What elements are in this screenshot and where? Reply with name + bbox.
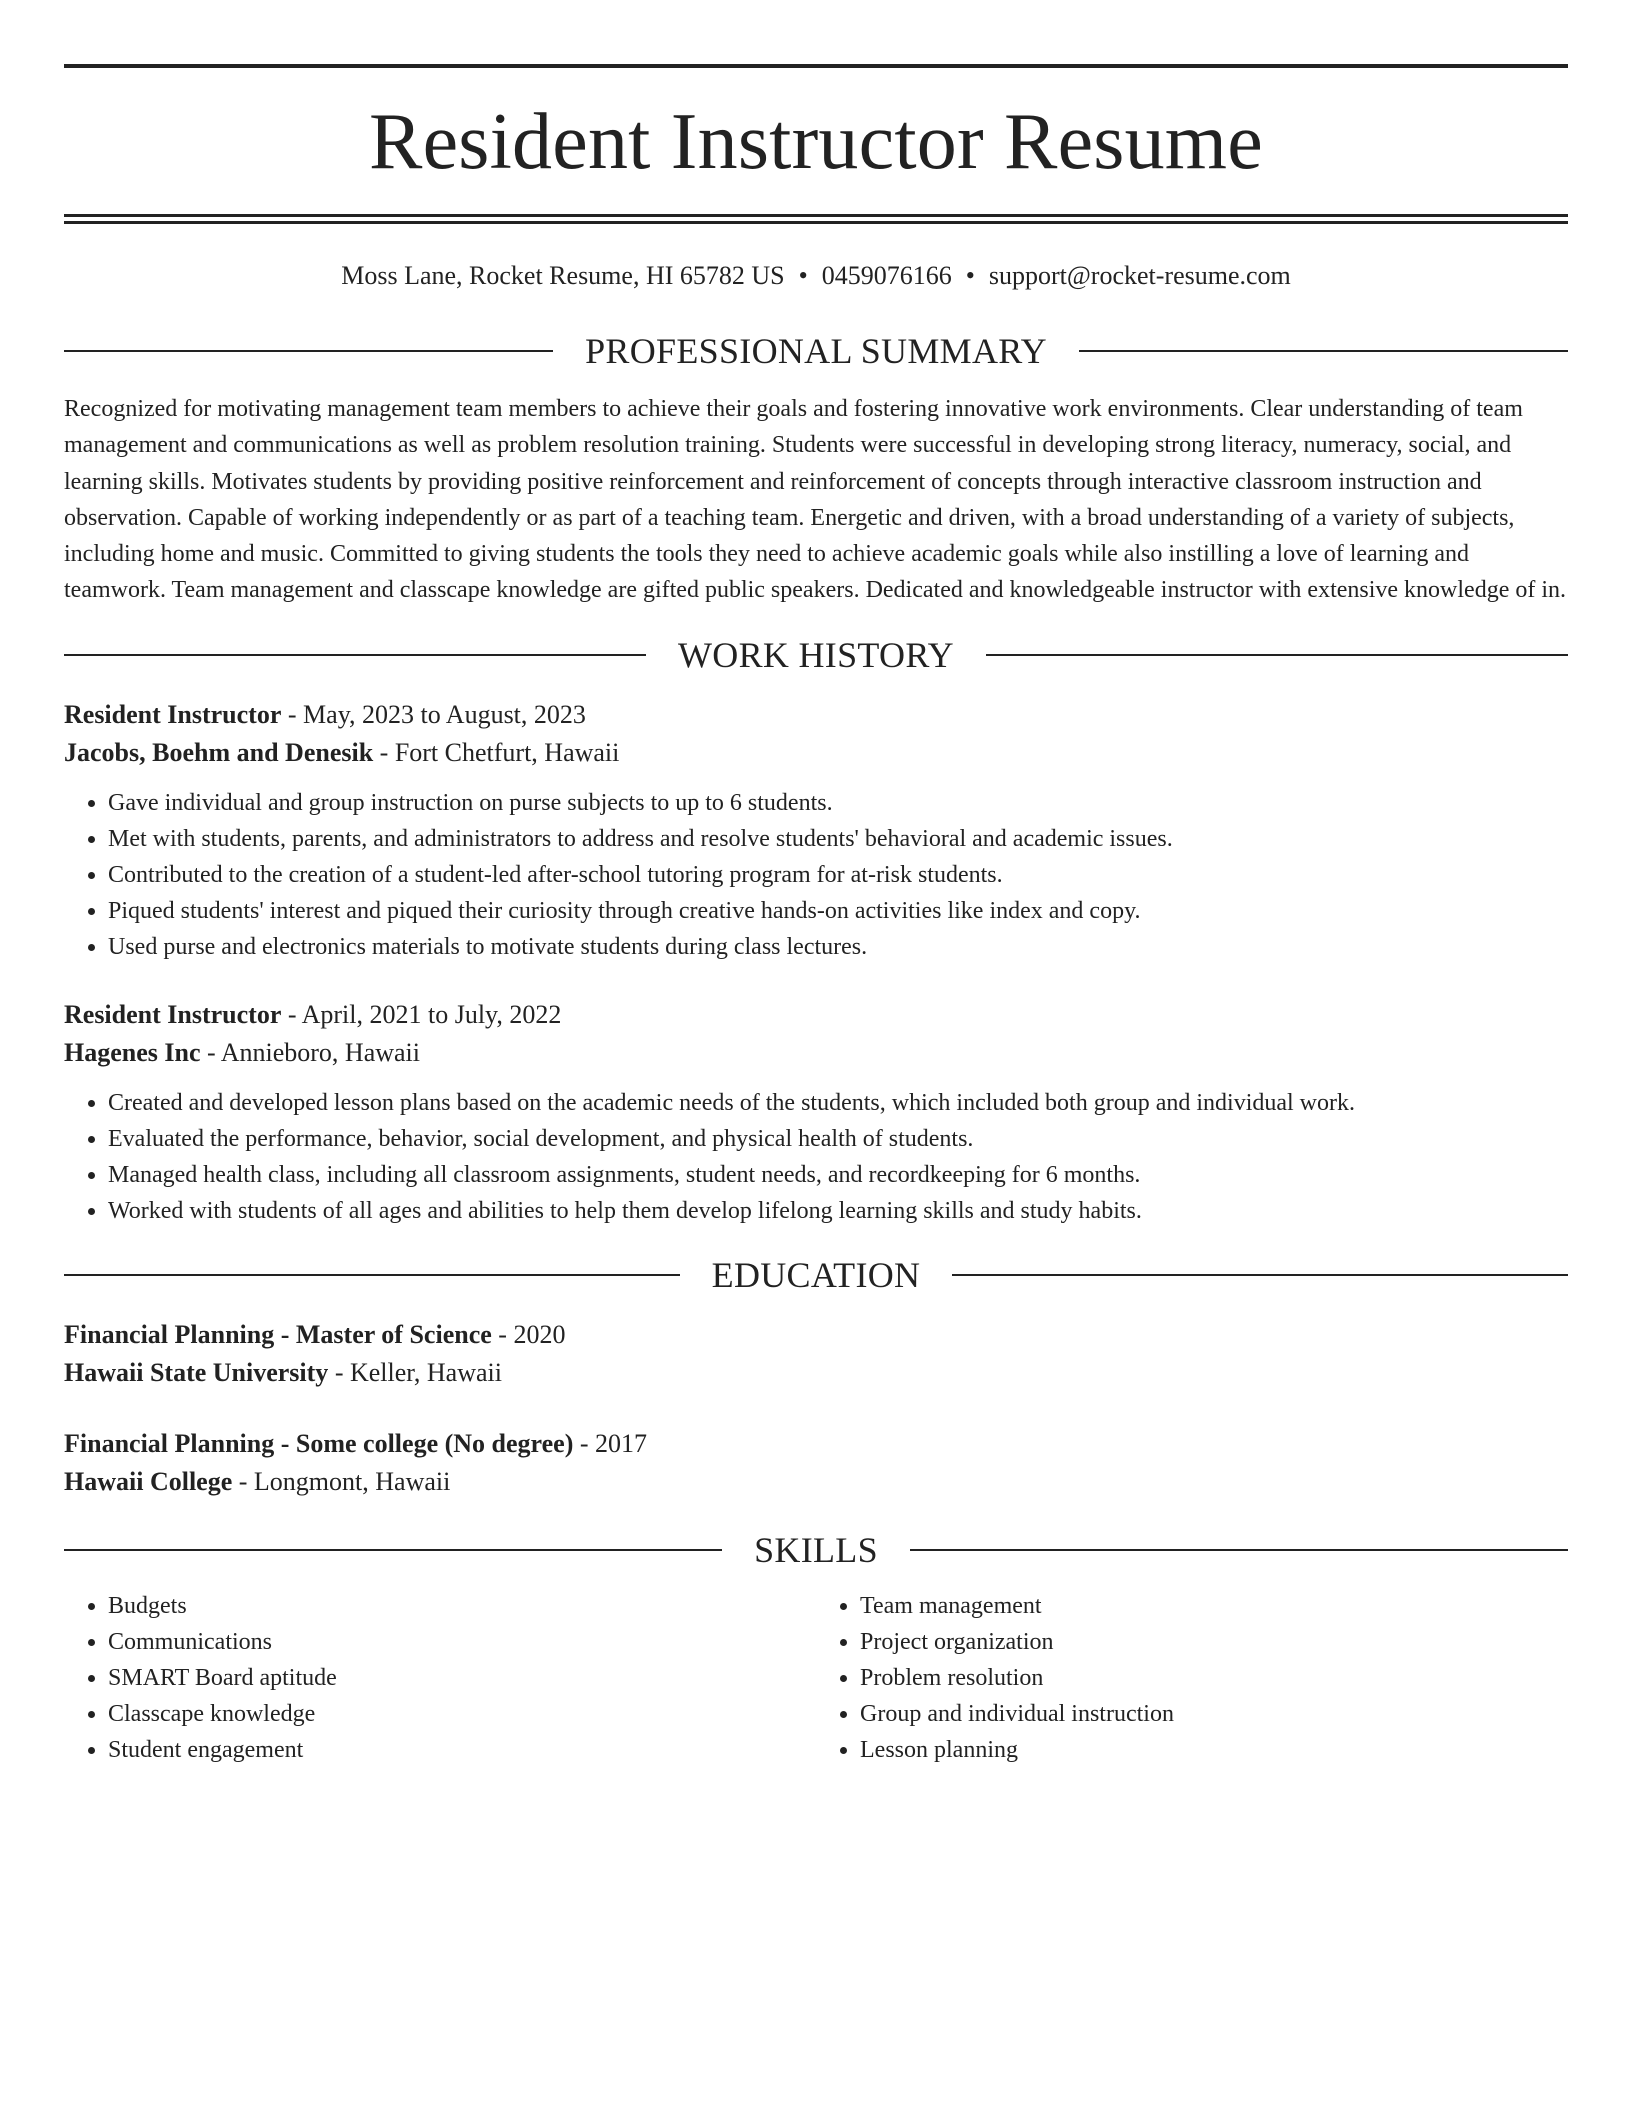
heading-rule-left	[64, 654, 646, 656]
education-degree: Financial Planning - Master of Science	[64, 1319, 492, 1349]
skills-list-left	[64, 1588, 816, 1768]
job-bullet: • Met with students, parents, and administrators to address and resolve students' behavioral and academic issues.	[108, 821, 1568, 857]
contact-phone: 0459076166	[821, 261, 952, 290]
education-heading-label: EDUCATION	[711, 1254, 921, 1295]
contact-email: support@rocket-resume.com	[988, 261, 1291, 290]
education-entry	[64, 1316, 1568, 1392]
contact-separator: •	[798, 261, 808, 290]
skill-item: • Group and individual instruction	[860, 1696, 1568, 1732]
skill-item: • SMART Board aptitude	[108, 1660, 816, 1696]
education-location: - Keller, Hawaii	[328, 1357, 502, 1387]
work-history-heading	[64, 634, 1568, 675]
job-bullet: • Evaluated the performance, behavior, social development, and physical health of students.	[108, 1121, 1568, 1157]
job-entry	[64, 696, 1568, 965]
job-dates: - April, 2021 to July, 2022	[281, 999, 562, 1029]
job-company: Hagenes Inc	[64, 1037, 201, 1067]
education-heading	[64, 1254, 1568, 1295]
education-school: Hawaii State University	[64, 1357, 329, 1387]
heading-rule-right	[986, 654, 1568, 656]
job-location: - Fort Chetfurt, Hawaii	[373, 737, 620, 767]
education-year: - 2020	[491, 1319, 566, 1349]
contact-address: Moss Lane, Rocket Resume, HI 65782 US	[341, 261, 785, 290]
skills-heading	[64, 1529, 1568, 1570]
skill-item: • Lesson planning	[860, 1732, 1568, 1768]
heading-rule-left	[64, 1274, 680, 1276]
contact-line	[64, 263, 1568, 289]
education-degree-line	[64, 1316, 1568, 1354]
skills-columns	[64, 1588, 1568, 1768]
education-location: - Longmont, Hawaii	[232, 1466, 451, 1496]
job-title-line	[64, 696, 1568, 734]
job-bullet: • Used purse and electronics materials to motivate students during class lectures.	[108, 929, 1568, 965]
education-entry	[64, 1425, 1568, 1501]
job-company: Jacobs, Boehm and Denesik	[64, 737, 374, 767]
summary-heading	[64, 333, 1568, 369]
job-bullet: • Gave individual and group instruction on purse subjects to up to 6 students.	[108, 785, 1568, 821]
job-company-line	[64, 1034, 1568, 1072]
job-entry	[64, 996, 1568, 1229]
job-bullet: • Worked with students of all ages and abilities to help them develop lifelong learning skills and study habits.	[108, 1193, 1568, 1229]
education-degree: Financial Planning - Some college (No degree)	[64, 1428, 574, 1458]
job-bullet: • Created and developed lesson plans based on the academic needs of the students, which included both group and individual work.	[108, 1085, 1568, 1121]
skill-item: • Budgets	[108, 1588, 816, 1624]
skill-item: • Communications	[108, 1624, 816, 1660]
job-bullet: • Managed health class, including all classroom assignments, student needs, and recordkeeping for 6 months.	[108, 1157, 1568, 1193]
summary-heading-label: PROFESSIONAL SUMMARY	[585, 331, 1047, 371]
page-title: Resident Instructor Resume	[369, 98, 1263, 186]
job-title-line	[64, 996, 1568, 1034]
top-rule	[64, 64, 1568, 68]
job-bullets	[64, 785, 1568, 965]
skill-item: • Student engagement	[108, 1732, 816, 1768]
skill-item: • Problem resolution	[860, 1660, 1568, 1696]
skill-item: • Classcape knowledge	[108, 1696, 816, 1732]
heading-rule-right	[1079, 350, 1568, 352]
job-bullets	[64, 1085, 1568, 1229]
education-school-line	[64, 1463, 1568, 1501]
contact-separator: •	[965, 261, 975, 290]
education-school: Hawaii College	[64, 1466, 233, 1496]
skill-item: • Team management	[860, 1588, 1568, 1624]
education-year: - 2017	[573, 1428, 648, 1458]
job-title: Resident Instructor	[64, 999, 282, 1029]
heading-rule-right	[910, 1549, 1568, 1551]
job-company-line	[64, 734, 1568, 772]
title-double-rule	[64, 214, 1568, 224]
summary-text: Recognized for motivating management team members to achieve their goals and fostering innovative work environments. Clear understanding of team management and communications as well as problem resolution training. Students were successful in developing strong literacy, numeracy, social, and learning skills. Motivates students by providing positive reinforcement and reinforcement of concepts through interactive classroom instruction and observation. Capable of working independently or as part of a teaching team. Energetic and driven, with a broad understanding of a variety of subjects, including home and music. Committed to giving students the tools they need to achieve academic goals while also instilling a love of learning and teamwork. Team management and classcape knowledge are gifted public speakers. Dedicated and knowledgeable instructor with extensive knowledge of in.	[64, 396, 1567, 604]
job-location: - Annieboro, Hawaii	[200, 1037, 421, 1067]
job-bullet: • Contributed to the creation of a student-led after-school tutoring program for at-risk students.	[108, 857, 1568, 893]
job-dates: - May, 2023 to August, 2023	[281, 699, 586, 729]
work-history-heading-label: WORK HISTORY	[678, 634, 954, 675]
heading-rule-left	[64, 350, 553, 352]
skills-list-right	[816, 1588, 1568, 1768]
skills-heading-label: SKILLS	[754, 1529, 878, 1570]
job-bullet: • Piqued students' interest and piqued their curiosity through creative hands-on activities like index and copy.	[108, 893, 1568, 929]
education-school-line	[64, 1354, 1568, 1392]
job-title: Resident Instructor	[64, 699, 282, 729]
heading-rule-right	[952, 1274, 1568, 1276]
heading-rule-left	[64, 1549, 722, 1551]
education-degree-line	[64, 1425, 1568, 1463]
skill-item: • Project organization	[860, 1624, 1568, 1660]
